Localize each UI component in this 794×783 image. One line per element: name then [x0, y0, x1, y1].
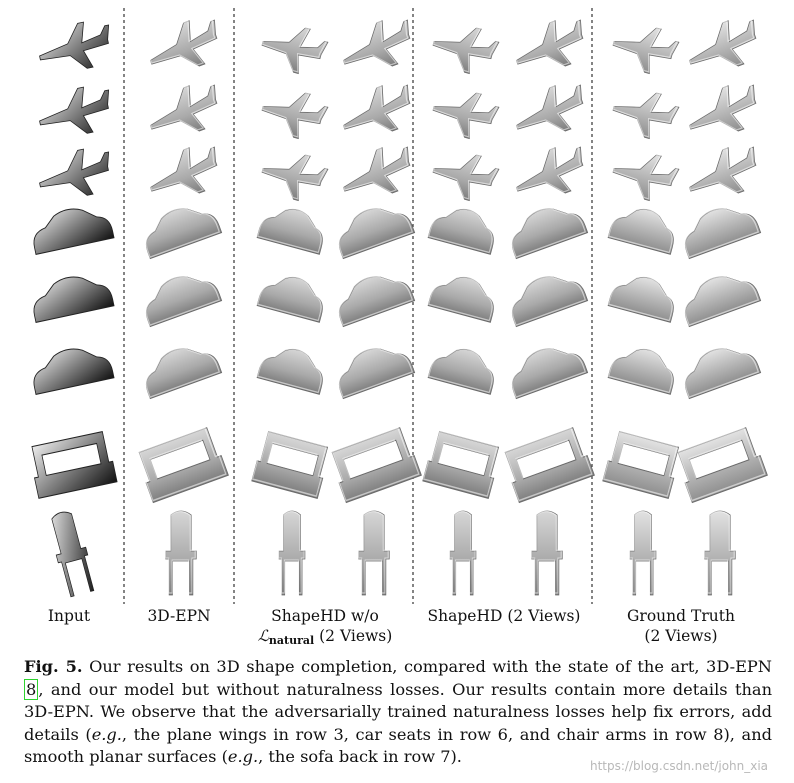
shape-plane-r1-c7	[608, 18, 681, 79]
shape-plane-r2-c4	[335, 77, 420, 146]
shape-car-r6-c1	[28, 341, 114, 394]
shape-plane-r1-c1	[35, 17, 117, 77]
shape-sofa-r7-c4	[328, 426, 421, 503]
shape-car-r5-c5	[428, 269, 500, 322]
shape-plane-r1-c8	[681, 12, 766, 81]
shape-car-r6-c3	[257, 341, 329, 394]
shape-plane-r3-c8	[681, 139, 766, 208]
shape-car-r4-c3	[257, 201, 329, 254]
shape-plane-r1-c3	[257, 18, 330, 79]
column-label-ground-truth: Ground Truth (2 Views)	[627, 607, 735, 645]
shape-car-r6-c6	[503, 337, 587, 398]
shape-car-r6-c2	[137, 337, 221, 398]
shape-car-r5-c7	[608, 269, 680, 322]
shape-cells	[28, 12, 767, 597]
shape-plane-r3-c2	[142, 139, 227, 208]
shape-chair-r8-c1	[46, 509, 97, 598]
shape-car-r5-c6	[503, 265, 587, 326]
shape-car-r5-c1	[28, 269, 114, 322]
shape-chair-r8-c4	[358, 511, 389, 595]
shape-plane-r2-c8	[681, 77, 766, 146]
shape-plane-r1-c5	[428, 18, 501, 79]
shape-car-r5-c4	[330, 265, 414, 326]
shape-plane-r1-c2	[142, 12, 227, 81]
shape-car-r4-c7	[608, 201, 680, 254]
shape-plane-r3-c3	[257, 145, 330, 206]
shape-chair-r8-c3	[279, 511, 305, 595]
citation-link[interactable]: 8	[26, 679, 37, 699]
shape-chair-r8-c5	[450, 511, 476, 595]
shape-plane-r2-c5	[428, 83, 501, 144]
shape-plane-r2-c6	[508, 77, 593, 146]
shape-plane-r1-c4	[335, 12, 420, 81]
figure-caption: Fig. 5. Our results on 3D shape completion, compared with the state of the art, 3D-EPN 8 , and our model but without naturalness losses. Our results contain more details than 3D-EPN. We observe that the adversarially trained naturalness losses help fix errors, add details (e.g., the plane wings in row 3, car seats in row 6, and chair arms in row 8), and smooth planar surfaces (e.g., the sofa back in row 7).	[24, 657, 772, 766]
shape-car-r4-c1	[28, 201, 114, 254]
shape-car-r6-c4	[330, 337, 414, 398]
column-label-3d-epn: 3D-EPN	[147, 607, 211, 625]
shape-car-r4-c8	[676, 197, 760, 258]
shape-plane-r3-c7	[608, 145, 681, 206]
shape-plane-r3-c4	[335, 139, 420, 208]
shape-plane-r2-c3	[257, 83, 330, 144]
shape-car-r6-c8	[676, 337, 760, 398]
shape-car-r5-c3	[257, 269, 329, 322]
shape-plane-r3-c6	[508, 139, 593, 208]
shape-car-r6-c7	[608, 341, 680, 394]
shape-plane-r3-c1	[35, 144, 117, 204]
watermark: https://blog.csdn.net/john_xia	[590, 759, 769, 773]
caption-label: Fig. 5.	[24, 657, 83, 676]
shape-chair-r8-c7	[630, 511, 656, 595]
shape-sofa-r7-c2	[135, 426, 228, 503]
column-label-input: Input	[47, 607, 91, 625]
shape-chair-r8-c6	[531, 511, 562, 595]
shape-car-r4-c2	[137, 197, 221, 258]
shape-car-r5-c8	[676, 265, 760, 326]
shape-sofa-r7-c3	[252, 430, 331, 498]
shape-plane-r1-c6	[508, 12, 593, 81]
shape-plane-r3-c5	[428, 145, 501, 206]
shape-sofa-r7-c1	[28, 431, 117, 498]
shape-car-r5-c2	[137, 265, 221, 326]
shape-car-r4-c4	[330, 197, 414, 258]
shape-sofa-r7-c5	[423, 430, 502, 498]
shape-plane-r2-c7	[608, 83, 681, 144]
shape-chair-r8-c8	[704, 511, 735, 595]
shape-car-r6-c5	[428, 341, 500, 394]
shape-chair-r8-c2	[165, 511, 196, 595]
column-label-shapehd-wo: ShapeHD w/o ℒ$_{natural}$ (2 Views)	[257, 607, 393, 647]
shape-plane-r2-c2	[142, 77, 227, 146]
shape-car-r4-c6	[503, 197, 587, 258]
shape-sofa-r7-c6	[501, 426, 594, 503]
shape-plane-r2-c1	[35, 82, 117, 142]
shape-car-r4-c5	[428, 201, 500, 254]
shape-sofa-r7-c7	[603, 430, 682, 498]
shape-sofa-r7-c8	[674, 426, 767, 503]
column-label-shapehd: ShapeHD (2 Views)	[427, 607, 581, 625]
